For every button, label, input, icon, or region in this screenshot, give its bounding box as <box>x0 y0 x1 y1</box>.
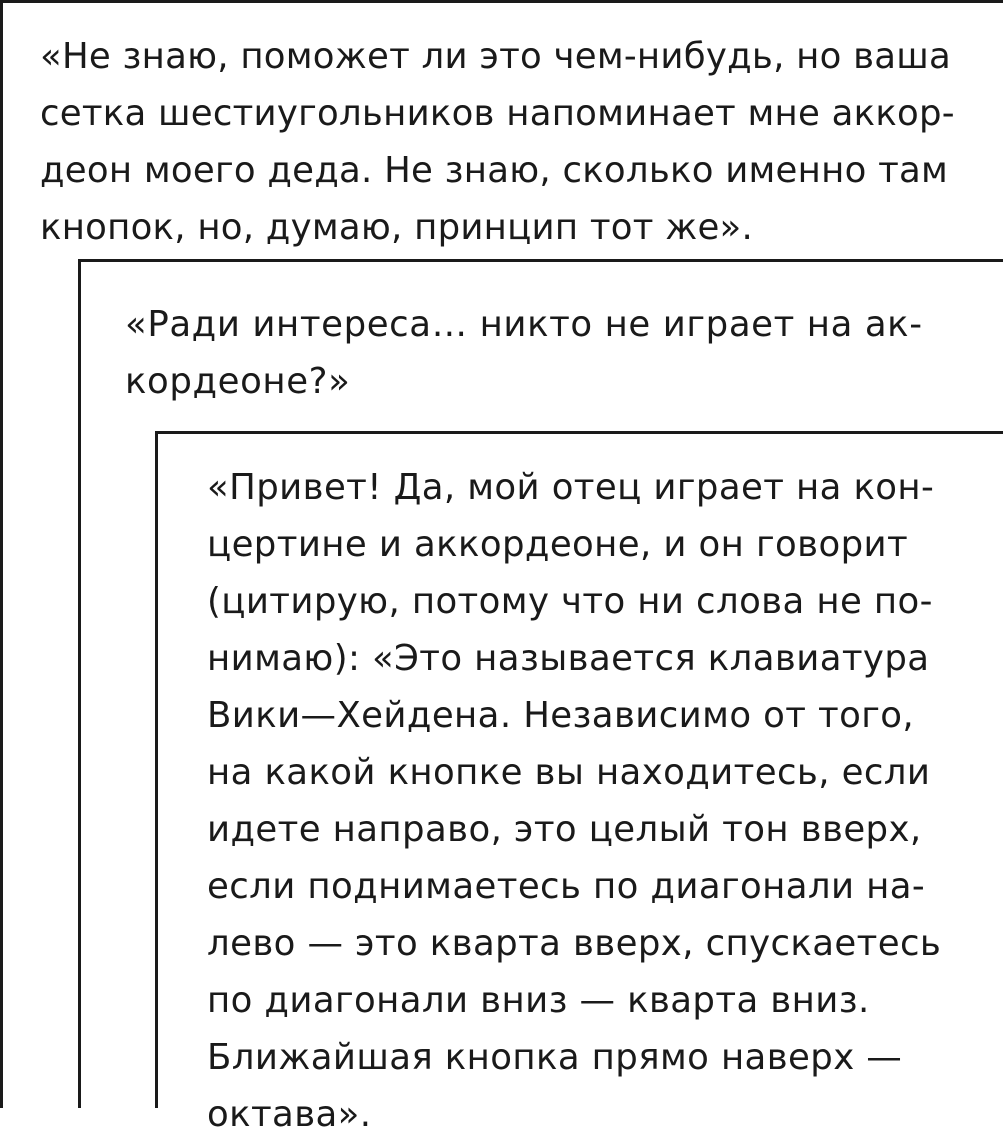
message-line: Ближайшая кнопка прямо наверх — <box>207 1037 903 1078</box>
message-line: «Ради интереса… никто не играет на ак- <box>125 304 923 345</box>
message-line: кордеоне?» <box>125 361 351 402</box>
message-line: идете направо, это целый тон вверх, <box>207 809 922 850</box>
message-line: «Привет! Да, мой отец играет на кон- <box>207 467 935 508</box>
message-line: октава». <box>207 1094 372 1135</box>
message-line: цертине и аккордеоне, и он говорит <box>207 524 909 565</box>
message-line: по диагонали вниз — кварта вниз. <box>207 980 870 1021</box>
message-line: сетка шестиугольников напоминает мне аккор- <box>40 93 955 134</box>
message-line: на какой кнопке вы находитесь, если <box>207 752 931 793</box>
message-2-text <box>125 296 973 410</box>
message-1-text <box>40 28 975 256</box>
message-line: Вики—Хейдена. Независимо от того, <box>207 695 915 736</box>
message-line: (цитирую, потому что ни слова не по- <box>207 581 933 622</box>
message-line: если поднимаетесь по диагонали на- <box>207 866 926 907</box>
message-line: нимаю): «Это называется клавиатура <box>207 638 930 679</box>
message-line: кнопок, но, думаю, принцип тот же». <box>40 207 754 248</box>
message-line: «Не знаю, поможет ли это чем-нибудь, но ваша <box>40 36 952 77</box>
message-line: лево — это кварта вверх, спускаетесь <box>207 923 942 964</box>
message-line: деон моего деда. Не знаю, сколько именно там <box>40 150 949 191</box>
message-3-text <box>207 459 975 1143</box>
